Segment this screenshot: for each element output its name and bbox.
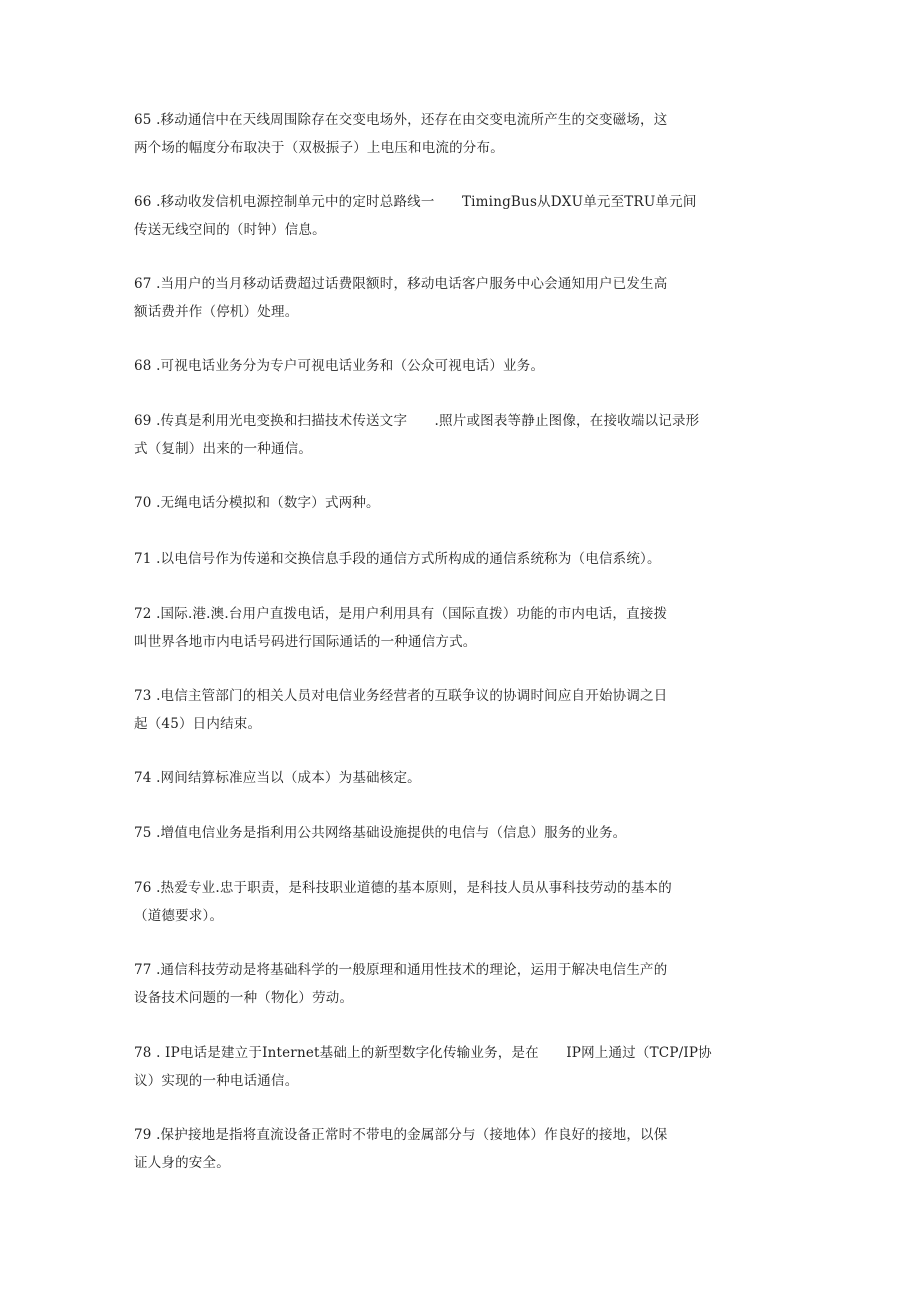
question-70-line-1: 70 .无绳电话分模拟和（数字）式两种。 [134, 495, 380, 511]
question-72 [134, 600, 784, 656]
question-78 [134, 1039, 784, 1095]
question-76 [134, 874, 784, 930]
question-78-line-1: 78 . IP电话是建立于Internet基础上的新型数字化传输业务，是在 IP网上通过（TCP/IP协 [134, 1045, 712, 1061]
question-79 [134, 1121, 784, 1177]
question-68-line-1: 68 .可视电话业务分为专户可视电话业务和（公众可视电话）业务。 [134, 358, 545, 374]
question-66-line-1: 66 .移动收发信机电源控制单元中的定时总路线一 TimingBus从DXU单元至TRU单元间 [134, 194, 697, 210]
question-69-line-2: 式（复制）出来的一种通信。 [134, 441, 313, 457]
question-73 [134, 682, 784, 738]
question-76-line-2: （道德要求）。 [134, 908, 224, 924]
question-69-line-1: 69 .传真是利用光电变换和扫描技术传送文字 .照片或图表等静止图像，在接收端以记录形 [134, 413, 700, 429]
question-68 [134, 352, 784, 380]
question-77-line-1: 77 .通信科技劳动是将基础科学的一般原理和通用性技术的理论，运用于解决电信生产的 [134, 962, 668, 978]
question-67 [134, 270, 784, 326]
question-71 [134, 545, 784, 573]
question-75-line-1: 75 .增值电信业务是指利用公共网络基础设施提供的电信与（信息）服务的业务。 [134, 825, 627, 841]
question-66-line-2: 传送无线空间的（时钟）信息。 [134, 222, 326, 238]
question-76-line-1: 76 .热爱专业.忠于职责，是科技职业道德的基本原则，是科技人员从事科技劳动的基本的 [134, 880, 672, 896]
question-77 [134, 956, 784, 1012]
question-79-line-1: 79 .保护接地是指将直流设备正常时不带电的金属部分与（接地体）作良好的接地，以保 [134, 1127, 668, 1143]
question-65-line-1: 65 .移动通信中在天线周围除存在交变电场外，还存在由交变电流所产生的交变磁场，这 [134, 112, 668, 128]
question-71-line-1: 71 .以电信号作为传递和交换信息手段的通信方式所构成的通信系统称为（电信系统）。 [134, 551, 661, 567]
question-72-line-1: 72 .国际.港.澳.台用户直拨电话，是用户利用具有（国际直拨）功能的市内电话，直接拨 [134, 606, 668, 622]
question-65-line-2: 两个场的幅度分布取决于（双极振子）上电压和电流的分布。 [134, 140, 504, 156]
question-73-line-2: 起（45）日内结束。 [134, 716, 262, 732]
question-73-line-1: 73 .电信主管部门的相关人员对电信业务经营者的互联争议的协调时间应自开始协调之日 [134, 688, 668, 704]
question-67-line-1: 67 .当用户的当月移动话费超过话费限额时，移动电话客户服务中心会通知用户已发生高 [134, 276, 668, 292]
question-65 [134, 106, 784, 162]
question-69 [134, 407, 784, 463]
question-66 [134, 188, 784, 244]
question-74 [134, 764, 784, 792]
question-78-line-2: 议）实现的一种电话通信。 [134, 1073, 299, 1089]
question-74-line-1: 74 .网间结算标准应当以（成本）为基础核定。 [134, 770, 421, 786]
question-67-line-2: 额话费并作（停机）处理。 [134, 304, 299, 320]
question-79-line-2: 证人身的安全。 [134, 1155, 230, 1171]
question-77-line-2: 设备技术问题的一种（物化）劳动。 [134, 990, 354, 1006]
question-72-line-2: 叫世界各地市内电话号码进行国际通话的一种通信方式。 [134, 634, 477, 650]
question-70 [134, 489, 784, 517]
question-75 [134, 819, 784, 847]
